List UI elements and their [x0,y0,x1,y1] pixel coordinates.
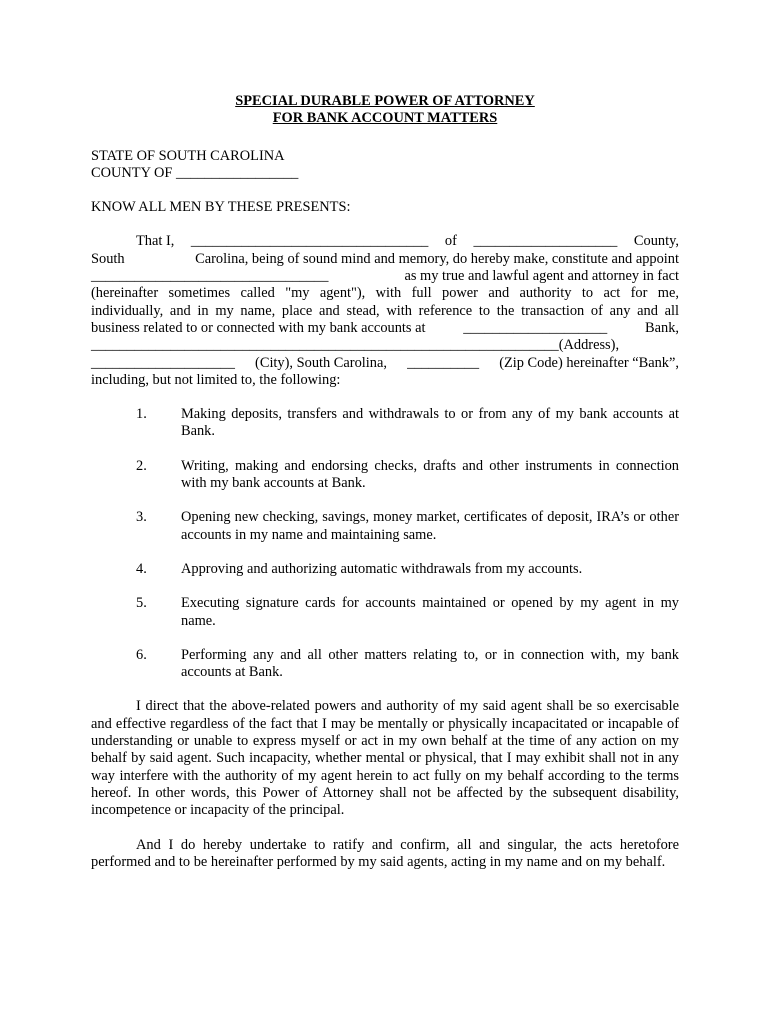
state-line: STATE OF SOUTH CAROLINA [91,147,285,164]
list-item [91,561,679,578]
ratify-paragraph: And I do hereby undertake to ratify and confirm, all and singular, the acts heretofore performed and to be hereinafter performed by my said agents, acting in my name and on my behalf. [91,836,679,870]
intro-line [91,251,679,268]
list-item-text: Performing any and all other matters relating to, or in connection with, my bank accounts at Bank. [181,646,679,681]
powers-list [91,406,679,681]
county-line: COUNTY OF _________________ [91,164,299,181]
intro-segment: Bank, [645,319,679,336]
list-item-number: 4. [136,560,147,577]
intro-segment: Carolina, being of sound mind and memory, do hereby make, constitute and appoint [195,250,679,267]
intro-segment: (City), South Carolina, [255,354,387,371]
intro-line [91,233,679,250]
intro-segment: (Zip Code) hereinafter “Bank”, [499,354,679,371]
intro-line: (hereinafter sometimes called "my agent"), with full power and authority to act for me, [91,285,679,302]
know-all-heading: KNOW ALL MEN BY THESE PRESENTS: [91,199,351,216]
title-line-2: FOR BANK ACCOUNT MATTERS [272,110,498,127]
intro-segment: County, [633,233,679,250]
intro-line [91,268,679,285]
list-item-number: 1. [136,406,147,423]
intro-paragraph [91,233,679,389]
list-item-number: 3. [136,509,147,526]
list-item-text: Opening new checking, savings, money market, certificates of deposit, IRA’s or other accounts in my name and maintaining same. [181,509,679,543]
intro-segment: _________________________________ [190,233,429,250]
list-item [91,595,679,630]
intro-line [91,320,679,337]
intro-segment: __________ [407,354,480,371]
venue-block [91,148,679,183]
list-item-text: Writing, making and endorsing checks, drafts and other instruments in connection with my bank accounts at Bank. [181,457,679,492]
incapacity-paragraph: I direct that the above-related powers and authority of my said agent shall be so exercisable and effective regardless of the fact that I may be mentally or physically incapacitated or incapable of understanding or unable to express myself or act in my own behalf at the time of any action on my behalf by said agent. Such incapacity, whether mental or physical, that I may exhibit shall not in any way interfere with the authority of my agent herein to act fully on my behalf according to the terms hereof. In other words, this Power of Attorney shall not be affected by the subsequent disability, incompetence or incapacity of the principal. [91,698,679,819]
list-item-text: Executing signature cards for accounts maintained or opened by my agent in my name. [181,595,679,629]
intro-line: including, but not limited to, the following: [91,371,341,388]
list-item [91,647,679,682]
intro-segment: as my true and lawful agent and attorney in fact [404,268,679,285]
intro-segment: business related to or connected with my bank accounts at [91,319,426,336]
intro-segment: of [444,233,457,250]
intro-segment: ____________________ [473,233,618,250]
intro-segment: ____________________ [463,319,608,336]
list-item [91,406,679,441]
intro-line [91,355,679,372]
list-item-text: Approving and authorizing automatic withdrawals from my accounts. [181,560,583,577]
title-line-1: SPECIAL DURABLE POWER OF ATTORNEY [235,93,535,109]
intro-line: individually, and in my name, place and stead, with reference to the transaction of any and all [91,302,679,319]
list-item-number: 5. [136,595,147,612]
list-item-number: 2. [136,457,147,474]
list-item-number: 6. [136,646,147,663]
intro-segment: South [91,250,125,267]
intro-segment: _________________________________ [91,268,329,285]
list-item [91,509,679,544]
list-item [91,458,679,493]
document-page [91,93,679,888]
document-title [91,93,679,128]
intro-segment: ____________________ [91,354,235,371]
list-item-text: Making deposits, transfers and withdrawals to or from any of my bank accounts at Bank. [181,406,679,440]
intro-line: _________________________________________________________________(Address), [91,337,620,354]
intro-segment: That I, [136,233,175,250]
